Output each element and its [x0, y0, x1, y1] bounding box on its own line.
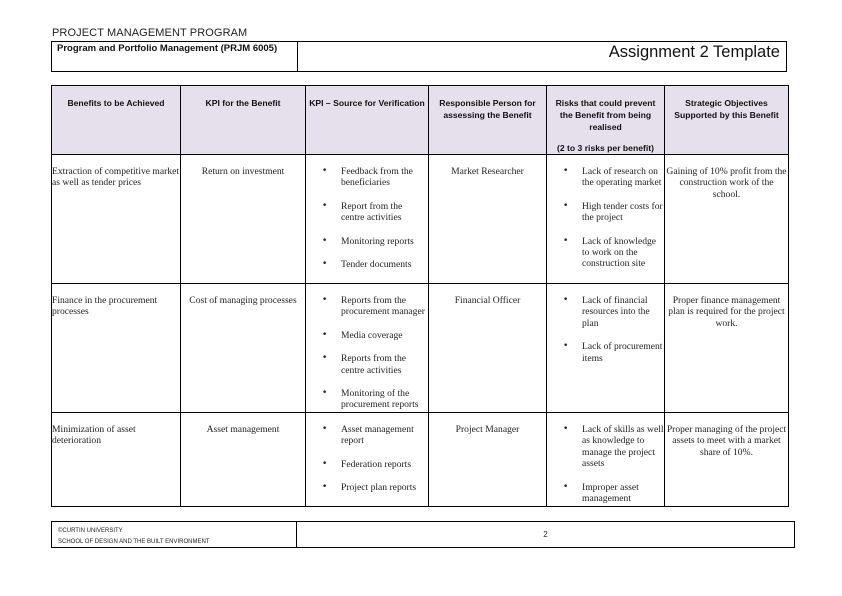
- list-item: • Feedback from the beneficiaries: [306, 166, 428, 189]
- objective-cell: Gaining of 10% profit from the construction work of the school.: [665, 155, 789, 284]
- list-item: • Tender documents: [306, 259, 428, 270]
- risks-header-sub: (2 to 3 risks per benefit): [557, 143, 654, 153]
- benefit-cell: Minimization of asset deterioration: [52, 413, 181, 507]
- risks-cell: [547, 155, 665, 284]
- list-item: • Lack of procurement items: [547, 341, 664, 364]
- table-row: [52, 413, 789, 507]
- list-item: • Monitoring of the procurement reports: [306, 388, 428, 411]
- risks-cell: [547, 413, 665, 507]
- assignment-title: Assignment 2 Template: [608, 43, 780, 61]
- list-item: • Project plan reports: [306, 482, 428, 493]
- objective-cell: Proper managing of the project assets to meet with a market share of 10%.: [665, 413, 789, 507]
- footer-school: SCHOOL OF DESIGN AND THE BUILT ENVIRONMENT: [58, 539, 210, 545]
- list-item: • Lack of knowledge to work on the construction site: [547, 236, 664, 270]
- list-item: • Reports from the procurement manager: [306, 295, 428, 318]
- objective-cell: Proper finance management plan is required for the project work.: [665, 284, 789, 413]
- table-row: [52, 284, 789, 413]
- risks-header-label: Risks that could prevent the Benefit from being realised: [555, 98, 656, 132]
- benefit-cell: Finance in the procurement processes: [52, 284, 181, 413]
- column-header-objectives: Strategic Objectives Supported by this Benefit: [665, 86, 789, 155]
- benefits-kpi-table: [51, 85, 789, 507]
- list-item: • Federation reports: [306, 459, 428, 470]
- program-label: PROJECT MANAGEMENT PROGRAM: [52, 27, 248, 39]
- column-header-kpi: KPI for the Benefit: [181, 86, 306, 155]
- kpi-cell: Return on investment: [181, 155, 306, 284]
- sources-cell: [306, 284, 429, 413]
- course-title: Program and Portfolio Management (PRJM 6005): [52, 42, 298, 71]
- page-footer: [51, 521, 795, 548]
- responsible-cell: Project Manager: [429, 413, 547, 507]
- kpi-cell: Cost of managing processes: [181, 284, 306, 413]
- risks-cell: [547, 284, 665, 413]
- page-number: 2: [543, 530, 548, 539]
- list-item: • High tender costs for the project: [547, 201, 664, 224]
- list-item: • Asset management report: [306, 424, 428, 447]
- table-row: [52, 155, 789, 284]
- footer-institution: [52, 522, 297, 547]
- sources-cell: [306, 413, 429, 507]
- list-item: • Lack of financial resources into the plan: [547, 295, 664, 329]
- column-header-risks: [547, 86, 665, 155]
- column-header-responsible: Responsible Person for assessing the Benefit: [429, 86, 547, 155]
- title-box: [51, 41, 787, 72]
- list-item: • Reports from the centre activities: [306, 353, 428, 376]
- table-header-row: [52, 86, 789, 155]
- column-header-benefits: Benefits to be Achieved: [52, 86, 181, 155]
- column-header-kpi-source: KPI – Source for Verification: [306, 86, 429, 155]
- responsible-cell: Market Researcher: [429, 155, 547, 284]
- sources-cell: [306, 155, 429, 284]
- list-item: • Media coverage: [306, 330, 428, 341]
- responsible-cell: Financial Officer: [429, 284, 547, 413]
- kpi-cell: Asset management: [181, 413, 306, 507]
- list-item: • Report from the centre activities: [306, 201, 428, 224]
- list-item: • Lack of research on the operating market: [547, 166, 664, 189]
- list-item: • Improper asset management: [547, 482, 664, 505]
- list-item: • Monitoring reports: [306, 236, 428, 247]
- benefit-cell: Extraction of competitive market as well as tender prices: [52, 155, 181, 284]
- footer-copyright: ©CURTIN UNIVERSITY: [58, 528, 123, 534]
- list-item: • Lack of skills as well as knowledge to manage the project assets: [547, 424, 664, 470]
